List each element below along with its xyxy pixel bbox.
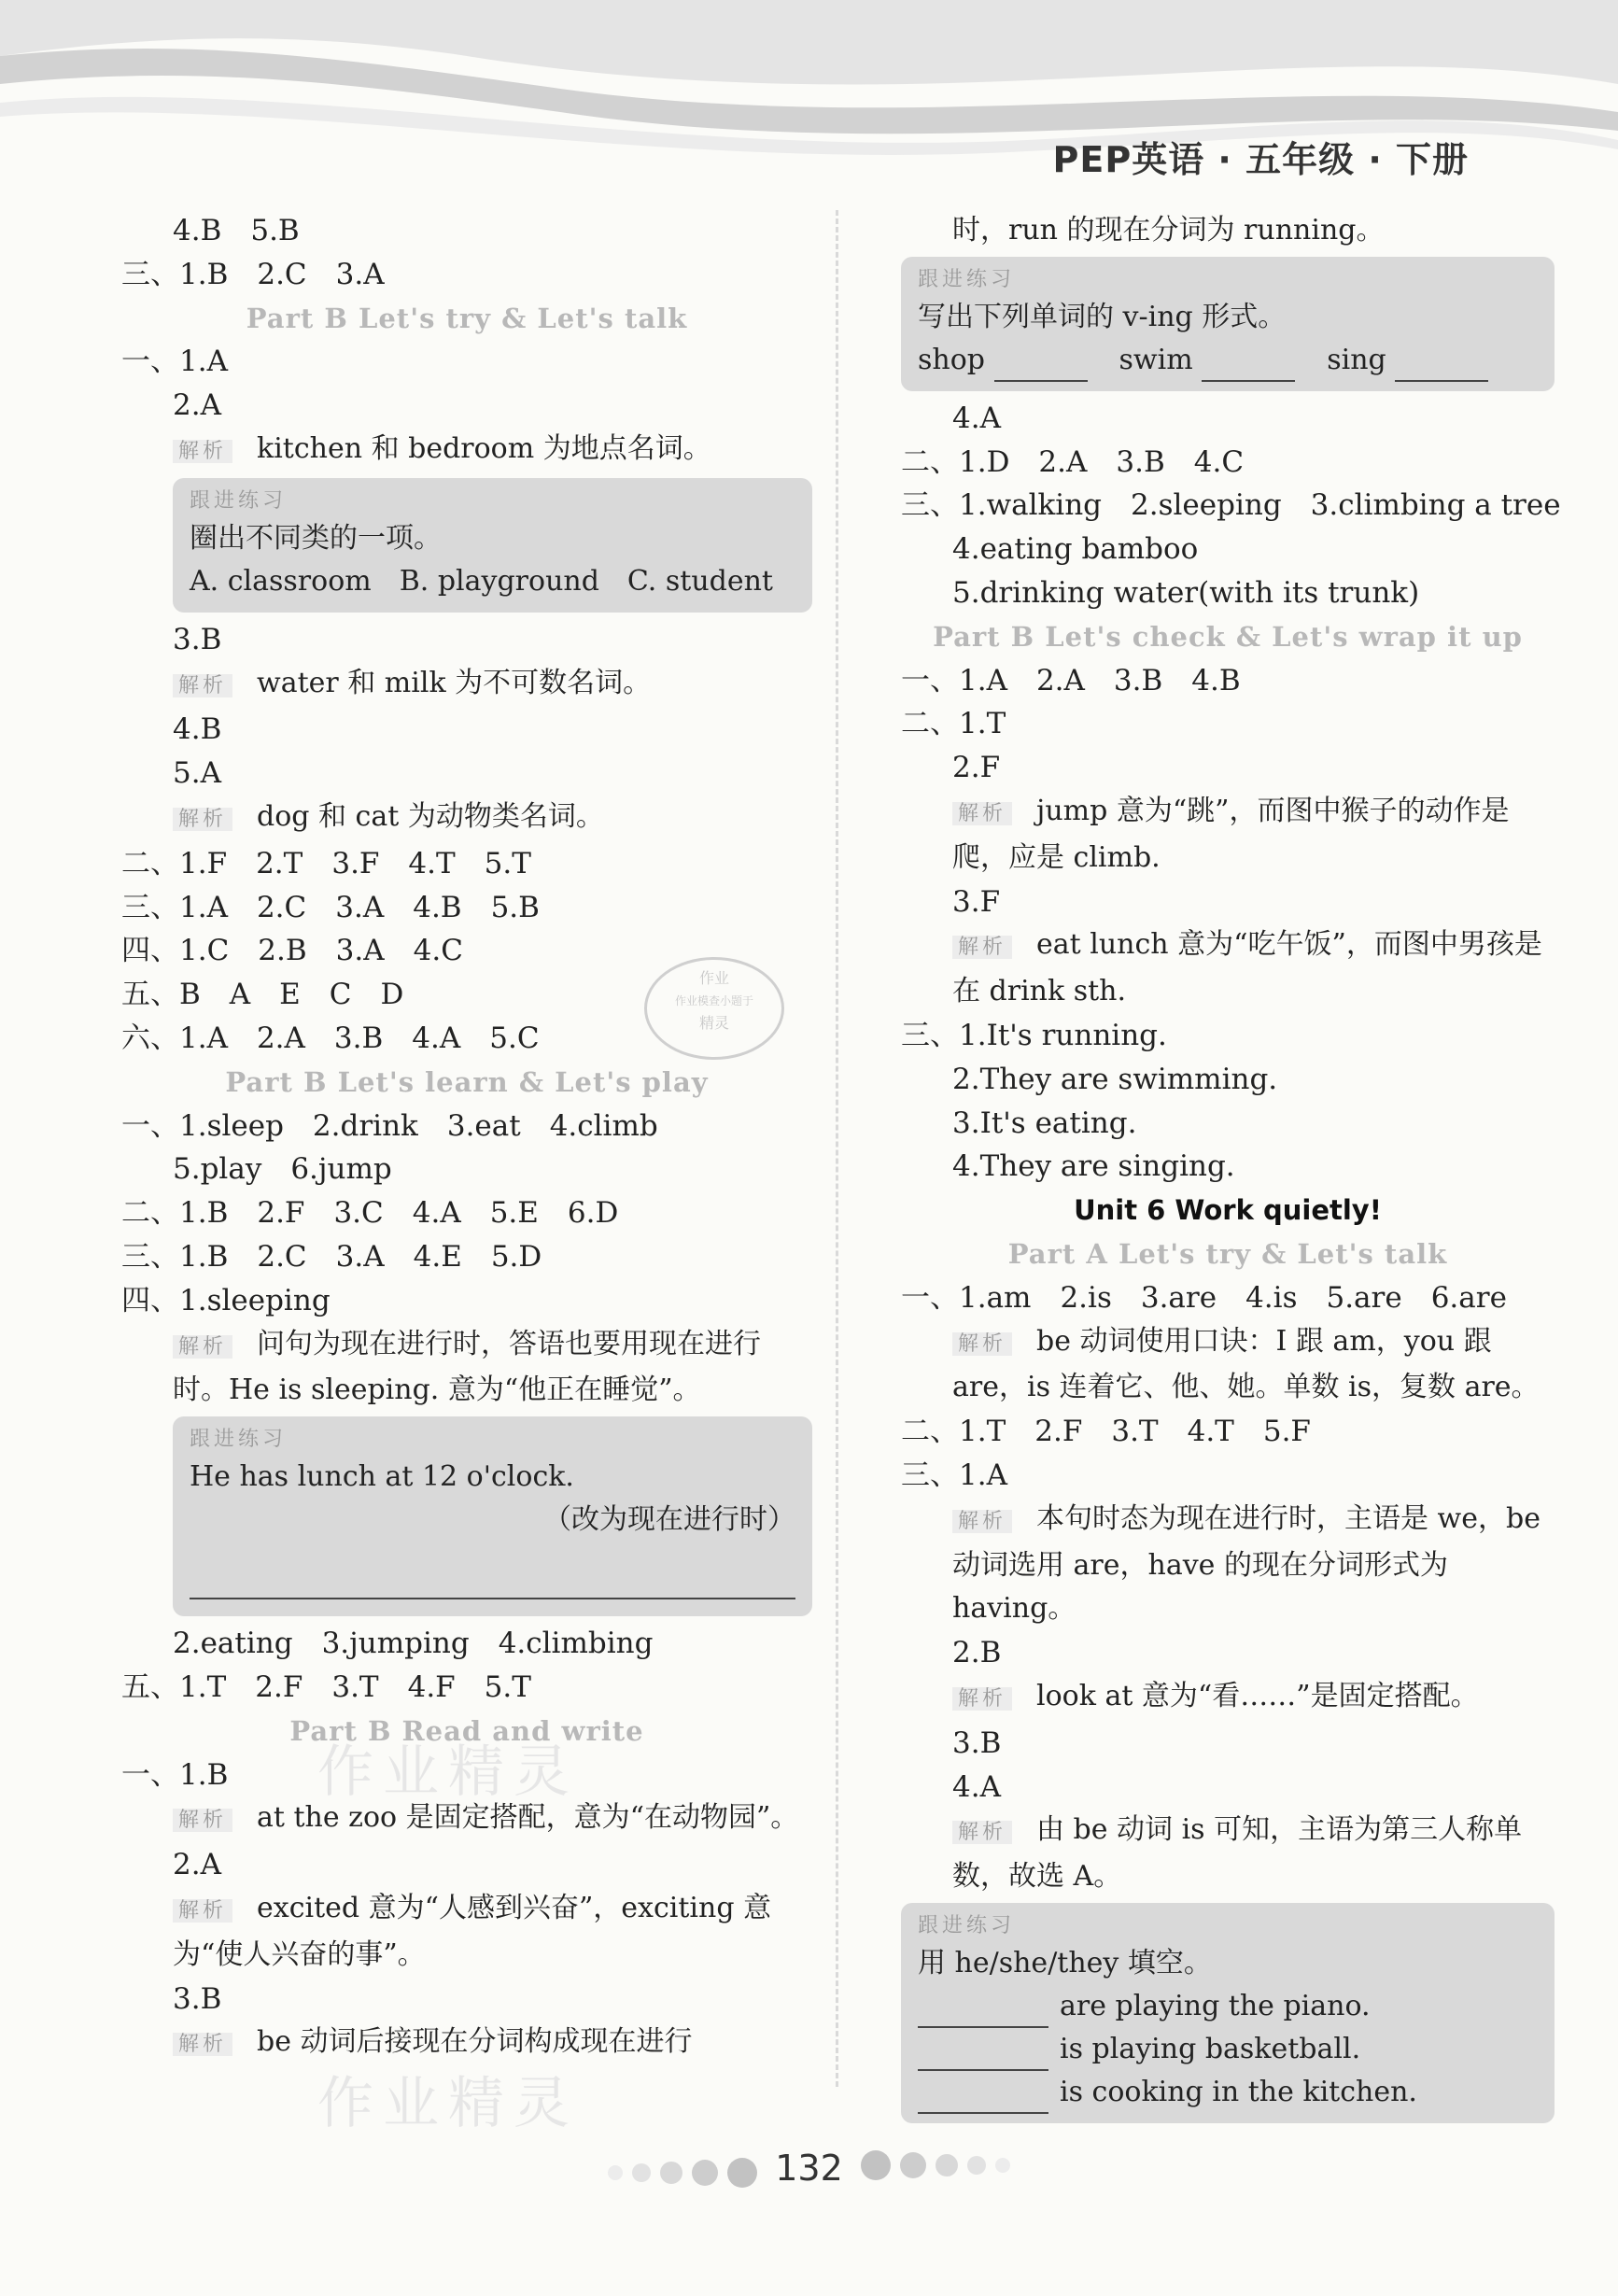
answer-line: 3.B bbox=[173, 1981, 222, 2016]
answer-line: 三、1.It's running. bbox=[901, 1018, 1167, 1052]
answer-line: 三、1.A 2.C 3.A 4.B 5.B bbox=[121, 890, 540, 924]
explanation-text: 问句为现在进行时，答语也要用现在进行时。He is sleeping. 意为“他正在睡觉”。 bbox=[173, 1327, 762, 1407]
explanation-continued: 时，run 的现在分词为 running。 bbox=[952, 214, 1385, 247]
answer-line: 一、1.A bbox=[121, 345, 228, 379]
practice-box-title: 跟进练习 bbox=[190, 1428, 288, 1452]
practice-box bbox=[901, 257, 1555, 391]
practice-box-title: 跟进练习 bbox=[918, 1913, 1016, 1937]
answer-line: 4.B 5.B bbox=[173, 214, 300, 247]
explanation-text: eat lunch 意为“吃午饭”，而图中男孩是在 drink sth. bbox=[952, 928, 1542, 1008]
practice-box-title: 跟进练习 bbox=[190, 488, 288, 513]
answer-line: 一、1.sleep 2.drink 3.eat 4.climb bbox=[121, 1108, 658, 1143]
fill-blank-text: is playing basketball. bbox=[1060, 2032, 1361, 2065]
practice-box-instruction: （改为现在进行时） bbox=[543, 1503, 795, 1537]
answer-blank bbox=[918, 2086, 1048, 2114]
answer-line: 5.drinking water(with its trunk) bbox=[952, 575, 1420, 610]
explanation-text: excited 意为“人感到兴奋”，exciting 意为“使人兴奋的事”。 bbox=[173, 1891, 772, 1971]
answer-line: 二、1.T bbox=[901, 707, 1006, 741]
answer-line: 四、1.C 2.B 3.A 4.C bbox=[121, 934, 463, 968]
answer-blank bbox=[918, 2043, 1048, 2071]
page-footer bbox=[0, 2148, 1618, 2189]
fill-blank-text: are playing the piano. bbox=[1060, 1989, 1371, 2022]
fill-blank-row bbox=[918, 2028, 1538, 2071]
answer-line: 一、1.A 2.A 3.B 4.B bbox=[901, 663, 1241, 697]
explanation-text: look at 意为“看……”是固定搭配。 bbox=[1036, 1679, 1479, 1712]
explanation-tag: 解析 bbox=[173, 674, 232, 697]
answer-line: 3.B bbox=[173, 622, 222, 656]
answer-line: 四、1.sleeping bbox=[121, 1283, 331, 1317]
answer-line: 3.F bbox=[952, 884, 1001, 919]
explanation bbox=[121, 2021, 812, 2067]
practice-box-line: He has lunch at 12 o'clock. bbox=[190, 1460, 574, 1494]
practice-box bbox=[901, 1903, 1555, 2123]
answer-line: 六、1.A 2.A 3.B 4.A 5.C bbox=[121, 1021, 540, 1055]
explanation-text: dog 和 cat 为动物类名词。 bbox=[257, 799, 604, 833]
fill-blank-row bbox=[918, 1985, 1538, 2028]
answer-line: 3.It's eating. bbox=[952, 1106, 1137, 1140]
watermark: 作业精灵 bbox=[317, 2071, 579, 2136]
answer-blank-line bbox=[190, 1560, 795, 1599]
explanation bbox=[121, 1323, 812, 1414]
answer-line: 一、1.am 2.is 3.are 4.is 5.are 6.are bbox=[901, 1280, 1507, 1315]
explanation-text: jump 意为“跳”，而图中猴子的动作是爬，应是 climb. bbox=[952, 794, 1510, 874]
practice-box bbox=[173, 1416, 812, 1616]
fill-blank-row bbox=[918, 2071, 1538, 2114]
explanation bbox=[121, 428, 812, 474]
explanation-text: 本句时态为现在进行时，主语是 we，be 动词选用 are，have 的现在分词形式为 having。 bbox=[952, 1501, 1541, 1626]
practice-box-title: 跟进练习 bbox=[918, 267, 1016, 291]
explanation bbox=[901, 1498, 1555, 1631]
explanation-tag: 解析 bbox=[173, 1899, 232, 1923]
explanation-text: 由 be 动词 is 可知，主语为第三人称单数，故选 A。 bbox=[952, 1813, 1523, 1894]
answer-line: 2.They are swimming. bbox=[952, 1062, 1278, 1096]
answer-line: 4.A bbox=[952, 401, 1001, 435]
explanation-text: be 动词使用口诀：I 跟 am，you 跟 are，is 连着它、他、她。单数 is，复数 are。 bbox=[952, 1324, 1540, 1404]
page-number: 132 bbox=[775, 2148, 843, 2189]
explanation bbox=[121, 796, 812, 842]
answer-blank bbox=[918, 2000, 1048, 2028]
answer-line: 2.A bbox=[173, 388, 221, 423]
explanation-text: at the zoo 是固定搭配，意为“在动物园”。 bbox=[257, 1801, 799, 1835]
explanation-tag: 解析 bbox=[952, 1821, 1012, 1844]
explanation-tag: 解析 bbox=[952, 1687, 1012, 1711]
explanation-tag: 解析 bbox=[173, 440, 232, 463]
book-title: PEP英语 · 五年级 · 下册 bbox=[1052, 139, 1469, 180]
answer-line: 五、B A E C D bbox=[121, 978, 404, 1012]
footer-dots-left bbox=[608, 2158, 757, 2188]
explanation-tag: 解析 bbox=[952, 936, 1012, 959]
explanation-tag: 解析 bbox=[173, 2033, 232, 2056]
left-column bbox=[121, 209, 812, 2067]
section-heading: Part B Let's try & Let's talk bbox=[246, 302, 688, 334]
explanation bbox=[121, 1887, 812, 1978]
explanation-tag: 解析 bbox=[952, 1332, 1012, 1356]
answer-line: 5.play 6.jump bbox=[173, 1152, 392, 1187]
answer-line: 2.eating 3.jumping 4.climbing bbox=[173, 1627, 654, 1661]
blank-word: swim bbox=[1119, 343, 1193, 376]
explanation bbox=[901, 1809, 1555, 1899]
explanation-text: kitchen 和 bedroom 为地点名词。 bbox=[257, 431, 711, 465]
answer-line: 二、1.F 2.T 3.F 4.T 5.T bbox=[121, 846, 531, 880]
practice-box-line: A. classroom B. playground C. student bbox=[190, 564, 773, 598]
section-heading: Part B Let's learn & Let's play bbox=[225, 1065, 709, 1098]
blank-word: sing bbox=[1327, 343, 1386, 376]
explanation bbox=[901, 1320, 1555, 1411]
answer-line: 2.B bbox=[952, 1636, 1002, 1670]
explanation-tag: 解析 bbox=[173, 1335, 232, 1359]
stamp-logo: 作业 作业模查小题于 精灵 bbox=[644, 957, 784, 1060]
explanation-text: water 和 milk 为不可数名词。 bbox=[257, 666, 652, 699]
answer-blank bbox=[994, 354, 1088, 382]
section-heading: Part B Read and write bbox=[289, 1714, 644, 1747]
answer-line: 4.eating bamboo bbox=[952, 532, 1199, 567]
explanation bbox=[901, 1675, 1555, 1722]
answer-line: 一、1.B bbox=[121, 1757, 229, 1792]
answer-line: 4.A bbox=[952, 1769, 1001, 1804]
explanation-tag: 解析 bbox=[952, 802, 1012, 825]
explanation-tag: 解析 bbox=[952, 1510, 1012, 1533]
answer-line: 二、1.D 2.A 3.B 4.C bbox=[901, 444, 1245, 479]
explanation bbox=[901, 923, 1555, 1014]
explanation bbox=[121, 662, 812, 709]
page-header bbox=[0, 0, 1618, 187]
explanation bbox=[121, 1796, 812, 1843]
unit-heading: Unit 6 Work quietly! bbox=[1074, 1194, 1382, 1227]
answer-blank bbox=[1395, 354, 1488, 382]
answer-line: 三、1.B 2.C 3.A bbox=[121, 257, 385, 291]
right-column bbox=[901, 209, 1561, 2129]
answer-line: 5.A bbox=[173, 756, 221, 791]
practice-box-line: 写出下列单词的 v-ing 形式。 bbox=[918, 300, 1287, 333]
answer-line: 3.B bbox=[952, 1726, 1002, 1760]
answer-line: 二、1.T 2.F 3.T 4.T 5.F bbox=[901, 1415, 1311, 1449]
section-heading: Part B Let's check & Let's wrap it up bbox=[933, 620, 1523, 653]
explanation-tag: 解析 bbox=[173, 1809, 232, 1832]
answer-line: 二、1.B 2.F 3.C 4.A 5.E 6.D bbox=[121, 1196, 619, 1231]
answer-line: 三、1.walking 2.sleeping 3.climbing a tree bbox=[901, 488, 1561, 523]
answer-line: 三、1.A bbox=[901, 1458, 1007, 1492]
answer-line: 4.B bbox=[173, 712, 222, 747]
practice-box-line: 圈出不同类的一项。 bbox=[190, 521, 442, 555]
column-divider bbox=[836, 210, 838, 2087]
practice-blank-row bbox=[918, 339, 1538, 382]
practice-box bbox=[173, 478, 812, 613]
answer-blank bbox=[1202, 354, 1295, 382]
explanation bbox=[901, 790, 1555, 880]
explanation-text: be 动词后接现在分词构成现在进行 bbox=[257, 2025, 693, 2059]
footer-dots-right bbox=[861, 2150, 1010, 2180]
section-heading: Part A Let's try & Let's talk bbox=[1007, 1237, 1448, 1270]
answer-line: 2.A bbox=[173, 1848, 221, 1882]
watermark: 作业精灵 bbox=[317, 1740, 579, 1805]
explanation-tag: 解析 bbox=[173, 808, 232, 831]
blank-word: shop bbox=[918, 343, 985, 376]
practice-box-line: 用 he/she/they 填空。 bbox=[918, 1946, 1212, 1979]
answer-line: 4.They are singing. bbox=[952, 1149, 1235, 1184]
answer-line: 2.F bbox=[952, 751, 1001, 785]
answer-line: 三、1.B 2.C 3.A 4.E 5.D bbox=[121, 1239, 542, 1274]
fill-blank-text: is cooking in the kitchen. bbox=[1060, 2075, 1417, 2108]
answer-line: 五、1.T 2.F 3.T 4.F 5.T bbox=[121, 1669, 531, 1704]
